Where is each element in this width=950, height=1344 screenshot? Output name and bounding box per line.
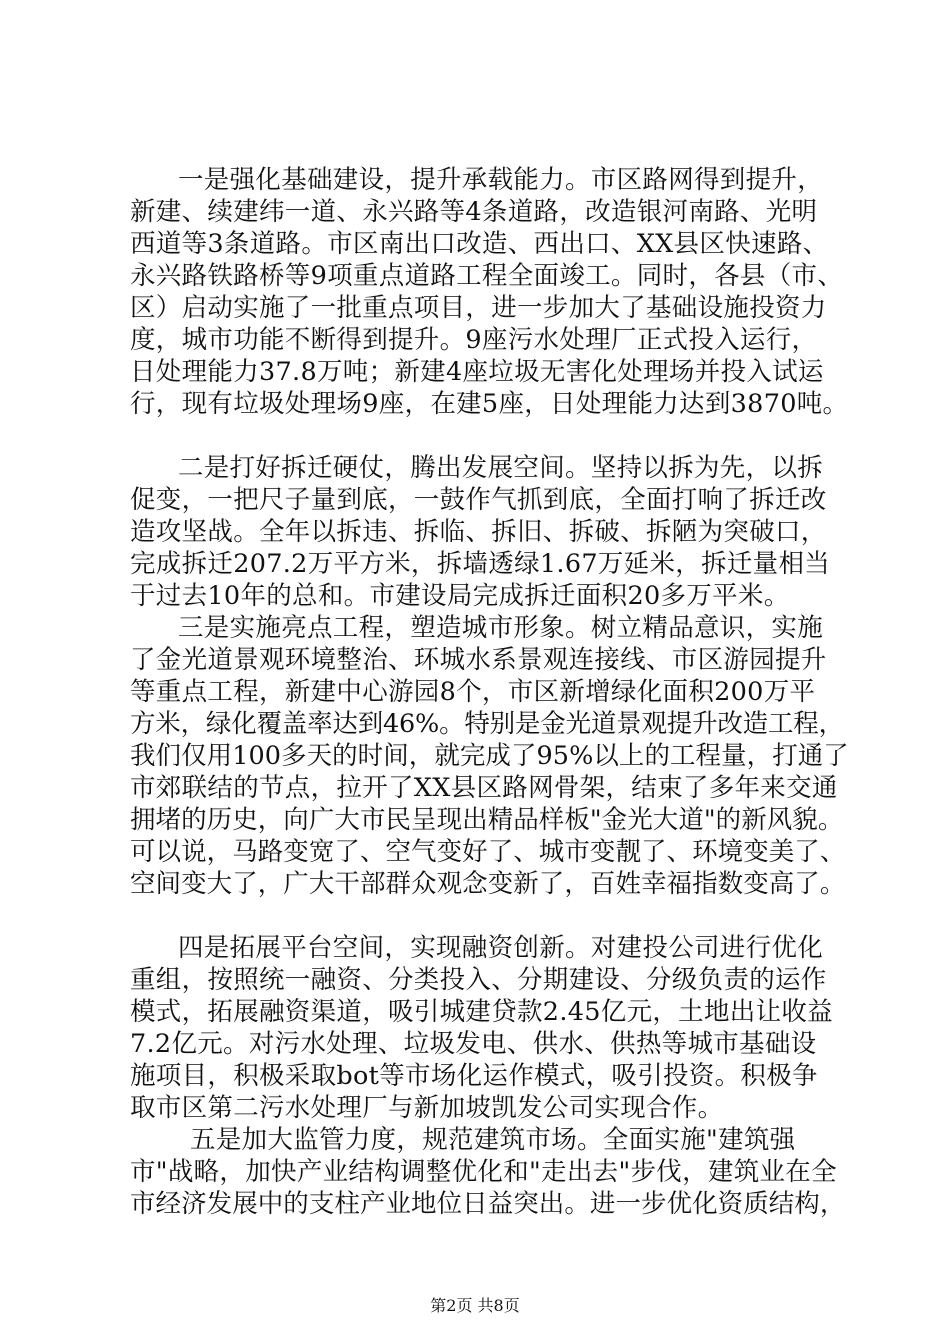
text-line: 造攻坚战。全年以拆违、拆临、拆旧、拆破、拆陋为突破口， xyxy=(130,517,827,547)
text-line: 空间变大了，广大干部群众观念变新了，百姓幸福指数变高了。 xyxy=(130,869,846,899)
text-line: 可以说，马路变宽了、空气变好了、城市变靓了、环境变美了、 xyxy=(130,837,846,867)
text-line: 新建、续建纬一道、永兴路等4条道路，改造银河南路、光明 xyxy=(130,197,818,227)
text-line: 行，现有垃圾处理场9座，在建5座，日处理能力达到3870吨。 xyxy=(130,389,849,419)
text-line: 重组，按照统一融资、分类投入、分期建设、分级负责的运作 xyxy=(130,965,827,995)
text-line: 日处理能力37.8万吨；新建4座垃圾无害化处理场并投入试运 xyxy=(130,357,824,387)
text-line: 市郊联结的节点，拉开了XX县区路网骨架，结束了多年来交通 xyxy=(130,773,838,803)
text-line: 区）启动实施了一批重点项目，进一步加大了基础设施投资力 xyxy=(130,293,827,323)
text-line: 西道等3条道路。市区南出口改造、西出口、XX县区快速路、 xyxy=(130,229,829,259)
text-line: 市"战略，加快产业结构调整优化和"走出去"步伐，建筑业在全 xyxy=(130,1157,837,1187)
text-line: 拥堵的历史，向广大市民呈现出精品样板"金光大道"的新风貌。 xyxy=(130,805,844,835)
text-line: 7.2亿元。对污水处理、垃圾发电、供水、供热等城市基础设 xyxy=(130,1029,817,1059)
text-line: 市经济发展中的支柱产业地位日益突出。进一步优化资质结构， xyxy=(130,1189,846,1219)
text-line: 二是打好拆迁硬仗，腾出发展空间。坚持以拆为先，以拆 xyxy=(178,453,824,483)
text-line: 等重点工程，新建中心游园8个，市区新增绿化面积200万平 xyxy=(130,677,816,707)
text-line: 四是拓展平台空间，实现融资创新。对建投公司进行优化 xyxy=(178,933,824,963)
text-line: 五是加大监管力度，规范建筑市场。全面实施"建筑强 xyxy=(190,1125,796,1155)
page-footer: 第2页 共8页 xyxy=(430,1296,520,1315)
text-line: 了金光道景观环境整治、环城水系景观连接线、市区游园提升 xyxy=(130,645,827,675)
text-line: 于过去10年的总和。市建设局完成拆迁面积20多万平米。 xyxy=(130,581,790,611)
text-line: 促变，一把尺子量到底，一鼓作气抓到底，全面打响了拆迁改 xyxy=(130,485,827,515)
text-line: 模式，拓展融资渠道，吸引城建贷款2.45亿元，土地出让收益 xyxy=(130,997,833,1027)
text-line: 施项目，积极采取bot等市场化运作模式，吸引投资。积极争 xyxy=(130,1061,818,1091)
text-line: 取市区第二污水处理厂与新加坡凯发公司实现合作。 xyxy=(130,1093,724,1123)
text-line: 度，城市功能不断得到提升。9座污水处理厂正式投入运行， xyxy=(130,325,818,355)
text-line: 一是强化基础建设，提升承载能力。市区路网得到提升， xyxy=(178,165,824,195)
text-line: 我们仅用100多天的时间，就完成了95%以上的工程量，打通了 xyxy=(130,741,849,771)
text-line: 三是实施亮点工程，塑造城市形象。树立精品意识，实施 xyxy=(178,613,824,643)
text-line: 完成拆迁207.2万平方米，拆墙透绿1.67万延米，拆迁量相当 xyxy=(130,549,831,579)
text-line: 永兴路铁路桥等9项重点道路工程全面竣工。同时，各县（市、 xyxy=(130,261,844,291)
text-line: 方米，绿化覆盖率达到46%。特别是金光道景观提升改造工程， xyxy=(130,709,844,739)
